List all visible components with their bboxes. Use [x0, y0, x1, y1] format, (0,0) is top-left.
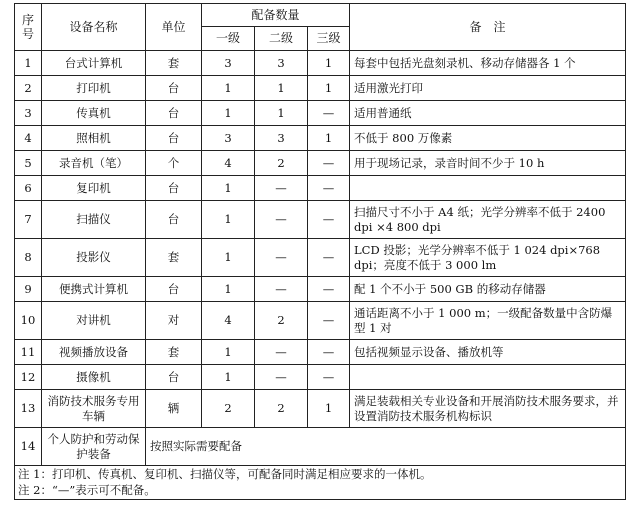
table-row [15, 340, 626, 365]
row-level3-cell: — [308, 239, 350, 277]
row-level3-cell: — [308, 340, 350, 365]
row-level3-cell: 1 [308, 76, 350, 101]
row-name-cell: 投影仪 [42, 239, 146, 277]
row-name-cell: 台式计算机 [42, 51, 146, 76]
header-unit: 单位 [146, 4, 202, 51]
row-level3-cell: 1 [308, 126, 350, 151]
row-name-cell: 复印机 [42, 176, 146, 201]
row-unit-cell: 台 [146, 176, 202, 201]
row-level3-cell: 1 [308, 51, 350, 76]
row-name-cell: 消防技术服务专用车辆 [42, 390, 146, 428]
row-unit-cell: 套 [146, 340, 202, 365]
header-name: 设备名称 [42, 4, 146, 51]
row-remark-cell [350, 365, 626, 390]
row-level2-cell: 1 [255, 101, 308, 126]
note-text: 注 2：“—”表示可不配备。 [15, 483, 626, 500]
row-level2-cell: 3 [255, 126, 308, 151]
row-level1-cell: 3 [202, 51, 255, 76]
row-remark-cell [350, 176, 626, 201]
row-name-cell: 打印机 [42, 76, 146, 101]
row-unit-cell: 套 [146, 51, 202, 76]
header-level1: 一级 [202, 27, 255, 51]
row-seq-cell: 13 [15, 390, 42, 428]
table-row [15, 390, 626, 428]
row-remark-cell: 满足装载相关专业设备和开展消防技术服务要求，并设置消防技术服务机构标识 [350, 390, 626, 428]
table-row [15, 51, 626, 76]
row-name-cell: 个人防护和劳动保护装备 [42, 428, 146, 466]
row-name-cell: 摄像机 [42, 365, 146, 390]
table-row [15, 101, 626, 126]
row-level1-cell: 1 [202, 340, 255, 365]
header-remark: 备 注 [350, 4, 626, 51]
row-level1-cell: 1 [202, 101, 255, 126]
table-row [15, 365, 626, 390]
row-level1-cell: 2 [202, 390, 255, 428]
row-remark-cell: 不低于 800 万像素 [350, 126, 626, 151]
equipment-table [14, 3, 626, 500]
row-level3-cell: — [308, 365, 350, 390]
row-level2-cell: — [255, 201, 308, 239]
row-level3-cell: — [308, 151, 350, 176]
row-remark-cell: 通话距离不小于 1 000 m；一级配备数量中含防爆型 1 对 [350, 302, 626, 340]
row-seq-cell: 11 [15, 340, 42, 365]
header-level3: 三级 [308, 27, 350, 51]
row-level2-cell: 2 [255, 390, 308, 428]
row-name-cell: 视频播放设备 [42, 340, 146, 365]
table-row [15, 428, 626, 466]
row-name-cell: 便携式计算机 [42, 277, 146, 302]
row-level3-cell: — [308, 302, 350, 340]
row-seq-cell: 1 [15, 51, 42, 76]
table-row [15, 76, 626, 101]
table-row [15, 277, 626, 302]
table-row [15, 151, 626, 176]
header-seq: 序号 [15, 4, 42, 51]
row-level2-cell: 2 [255, 302, 308, 340]
row-level2-cell: 3 [255, 51, 308, 76]
row-level1-cell: 1 [202, 176, 255, 201]
row-level2-cell: — [255, 340, 308, 365]
row-name-cell: 录音机（笔） [42, 151, 146, 176]
row-level1-cell: 4 [202, 302, 255, 340]
row-remark-cell: 用于现场记录，录音时间不少于 10 h [350, 151, 626, 176]
row-seq-cell: 10 [15, 302, 42, 340]
row-seq-cell: 3 [15, 101, 42, 126]
row-level2-cell: 1 [255, 76, 308, 101]
row-unit-cell: 台 [146, 76, 202, 101]
row-remark-cell: 包括视频显示设备、播放机等 [350, 340, 626, 365]
row-remark-cell: 扫描尺寸不小于 A4 纸；光学分辨率不低于 2400 dpi ×4 800 dpi [350, 201, 626, 239]
row-name-cell: 照相机 [42, 126, 146, 151]
row-seq-cell: 5 [15, 151, 42, 176]
row-seq-cell: 7 [15, 201, 42, 239]
table-row [15, 302, 626, 340]
row-seq-cell: 6 [15, 176, 42, 201]
row-level1-cell: 1 [202, 239, 255, 277]
row-unit-cell: 台 [146, 201, 202, 239]
note-row [15, 466, 626, 483]
row-remark-cell: 适用普通纸 [350, 101, 626, 126]
row-unit-cell: 套 [146, 239, 202, 277]
header-level2: 二级 [255, 27, 308, 51]
row-remark-cell: LCD 投影；光学分辨率不低于 1 024 dpi×768 dpi；亮度不低于 3 000 lm [350, 239, 626, 277]
header-row [15, 4, 626, 27]
row-unit-cell: 台 [146, 126, 202, 151]
row-unit-cell: 对 [146, 302, 202, 340]
row-level3-cell: — [308, 201, 350, 239]
row-level3-cell: — [308, 176, 350, 201]
row-remark-cell: 配 1 个不小于 500 GB 的移动存储器 [350, 277, 626, 302]
row-seq-cell: 14 [15, 428, 42, 466]
row-level3-cell: — [308, 277, 350, 302]
header-qty: 配备数量 [202, 4, 350, 27]
row-name-cell: 扫描仪 [42, 201, 146, 239]
row-level1-cell: 1 [202, 365, 255, 390]
row-seq-cell: 8 [15, 239, 42, 277]
note-text: 注 1：打印机、传真机、复印机、扫描仪等，可配备同时满足相应要求的一体机。 [15, 466, 626, 483]
row-level2-cell: 2 [255, 151, 308, 176]
row-level3-cell: — [308, 101, 350, 126]
table-row [15, 239, 626, 277]
row-seq-cell: 12 [15, 365, 42, 390]
row-seq-cell: 2 [15, 76, 42, 101]
row-level1-cell: 1 [202, 277, 255, 302]
row-remark-cell: 按照实际需要配备 [146, 428, 626, 466]
note-row [15, 483, 626, 500]
row-level3-cell: 1 [308, 390, 350, 428]
row-name-cell: 对讲机 [42, 302, 146, 340]
row-unit-cell: 个 [146, 151, 202, 176]
table-row [15, 201, 626, 239]
row-unit-cell: 辆 [146, 390, 202, 428]
row-level2-cell: — [255, 365, 308, 390]
row-seq-cell: 4 [15, 126, 42, 151]
row-remark-cell: 每套中包括光盘刻录机、移动存储器各 1 个 [350, 51, 626, 76]
row-level2-cell: — [255, 176, 308, 201]
row-level2-cell: — [255, 277, 308, 302]
row-level1-cell: 4 [202, 151, 255, 176]
row-remark-cell: 适用激光打印 [350, 76, 626, 101]
row-level1-cell: 3 [202, 126, 255, 151]
row-level2-cell: — [255, 239, 308, 277]
row-name-cell: 传真机 [42, 101, 146, 126]
row-unit-cell: 台 [146, 101, 202, 126]
row-unit-cell: 台 [146, 277, 202, 302]
row-seq-cell: 9 [15, 277, 42, 302]
row-level1-cell: 1 [202, 76, 255, 101]
table-row [15, 126, 626, 151]
table-row [15, 176, 626, 201]
equipment-table-container [14, 3, 625, 500]
row-level1-cell: 1 [202, 201, 255, 239]
row-unit-cell: 台 [146, 365, 202, 390]
